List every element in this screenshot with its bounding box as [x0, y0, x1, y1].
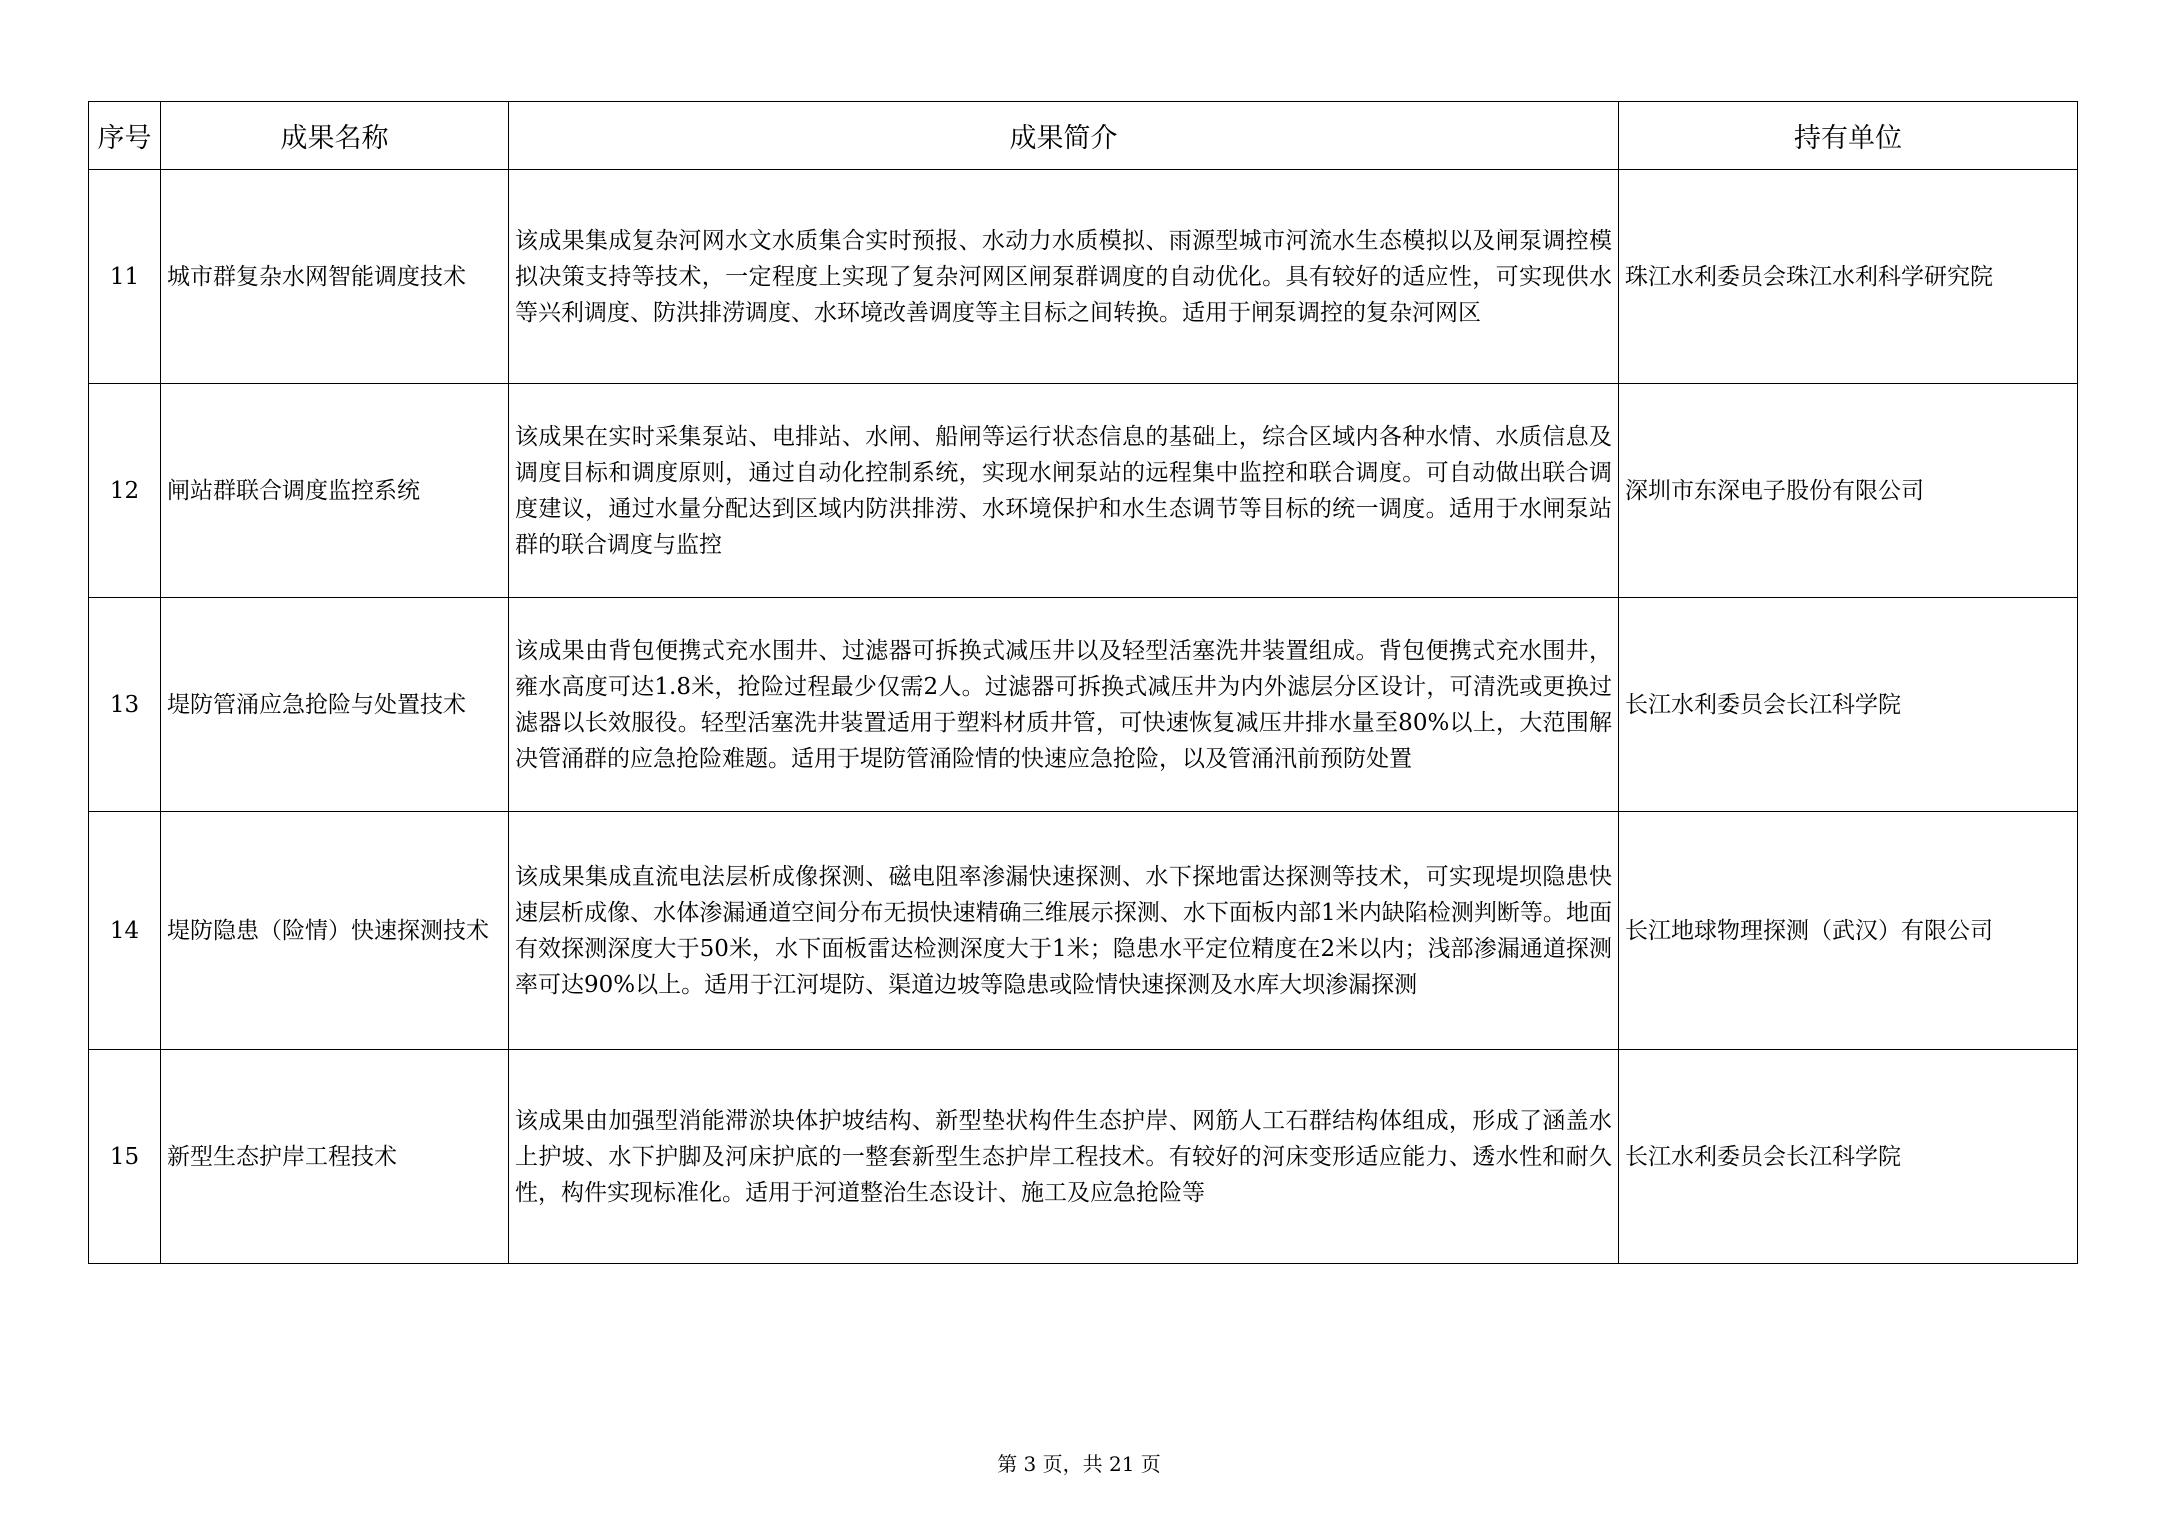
- row-intro: 该成果集成直流电法层析成像探测、磁电阻率渗漏快速探测、水下探地雷达探测等技术，可实现堤坝隐患快速层析成像、水体渗漏通道空间分布无损快速精确三维展示探测、水下面板内部1米内缺陷检测判断等。地面有效探测深度大于50米，水下面板雷达检测深度大于1米；隐患水平定位精度在2米以内；浅部渗漏通道探测率可达90%以上。适用于江河堤防、渠道边坡等隐患或险情快速探测及水库大坝渗漏探测: [509, 812, 1619, 1050]
- row-name: 新型生态护岸工程技术: [161, 1050, 509, 1264]
- row-intro: 该成果集成复杂河网水文水质集合实时预报、水动力水质模拟、雨源型城市河流水生态模拟以及闸泵调控模拟决策支持等技术，一定程度上实现了复杂河网区闸泵群调度的自动优化。具有较好的适应性，可实现供水等兴利调度、防洪排涝调度、水环境改善调度等主目标之间转换。适用于闸泵调控的复杂河网区: [509, 170, 1619, 384]
- row-org: 深圳市东深电子股份有限公司: [1619, 384, 2078, 598]
- page-number-footer: 第 3 页，共 21 页: [997, 1452, 1161, 1476]
- header-index: 序号: [89, 102, 161, 170]
- row-index: 13: [89, 598, 161, 812]
- row-name: 堤防隐患（险情）快速探测技术: [161, 812, 509, 1050]
- row-org: 长江水利委员会长江科学院: [1619, 1050, 2078, 1264]
- row-index: 12: [89, 384, 161, 598]
- row-org: 长江水利委员会长江科学院: [1619, 598, 2078, 812]
- achievements-table: [88, 101, 2078, 1264]
- row-intro: 该成果由背包便携式充水围井、过滤器可拆换式减压井以及轻型活塞洗井装置组成。背包便携式充水围井，雍水高度可达1.8米，抢险过程最少仅需2人。过滤器可拆换式减压井为内外滤层分区设计，可清洗或更换过滤器以长效服役。轻型活塞洗井装置适用于塑料材质井管，可快速恢复减压井排水量至80%以上，大范围解决管涌群的应急抢险难题。适用于堤防管涌险情的快速应急抢险，以及管涌汛前预防处置: [509, 598, 1619, 812]
- table-row: [89, 384, 2078, 598]
- row-index: 14: [89, 812, 161, 1050]
- table-row: [89, 598, 2078, 812]
- row-intro: 该成果在实时采集泵站、电排站、水闸、船闸等运行状态信息的基础上，综合区域内各种水情、水质信息及调度目标和调度原则，通过自动化控制系统，实现水闸泵站的远程集中监控和联合调度。可自动做出联合调度建议，通过水量分配达到区域内防洪排涝、水环境保护和水生态调节等目标的统一调度。适用于水闸泵站群的联合调度与监控: [509, 384, 1619, 598]
- table-row: [89, 1050, 2078, 1264]
- row-org: 珠江水利委员会珠江水利科学研究院: [1619, 170, 2078, 384]
- table-header-row: [89, 102, 2078, 170]
- table-row: [89, 812, 2078, 1050]
- row-index: 11: [89, 170, 161, 384]
- header-org: 持有单位: [1619, 102, 2078, 170]
- row-name: 闸站群联合调度监控系统: [161, 384, 509, 598]
- row-intro: 该成果由加强型消能滞淤块体护坡结构、新型垫状构件生态护岸、网筋人工石群结构体组成，形成了涵盖水上护坡、水下护脚及河床护底的一整套新型生态护岸工程技术。有较好的河床变形适应能力、透水性和耐久性，构件实现标准化。适用于河道整治生态设计、施工及应急抢险等: [509, 1050, 1619, 1264]
- row-index: 15: [89, 1050, 161, 1264]
- row-name: 堤防管涌应急抢险与处置技术: [161, 598, 509, 812]
- header-name: 成果名称: [161, 102, 509, 170]
- row-org: 长江地球物理探测（武汉）有限公司: [1619, 812, 2078, 1050]
- row-name: 城市群复杂水网智能调度技术: [161, 170, 509, 384]
- header-intro: 成果简介: [509, 102, 1619, 170]
- table-row: [89, 170, 2078, 384]
